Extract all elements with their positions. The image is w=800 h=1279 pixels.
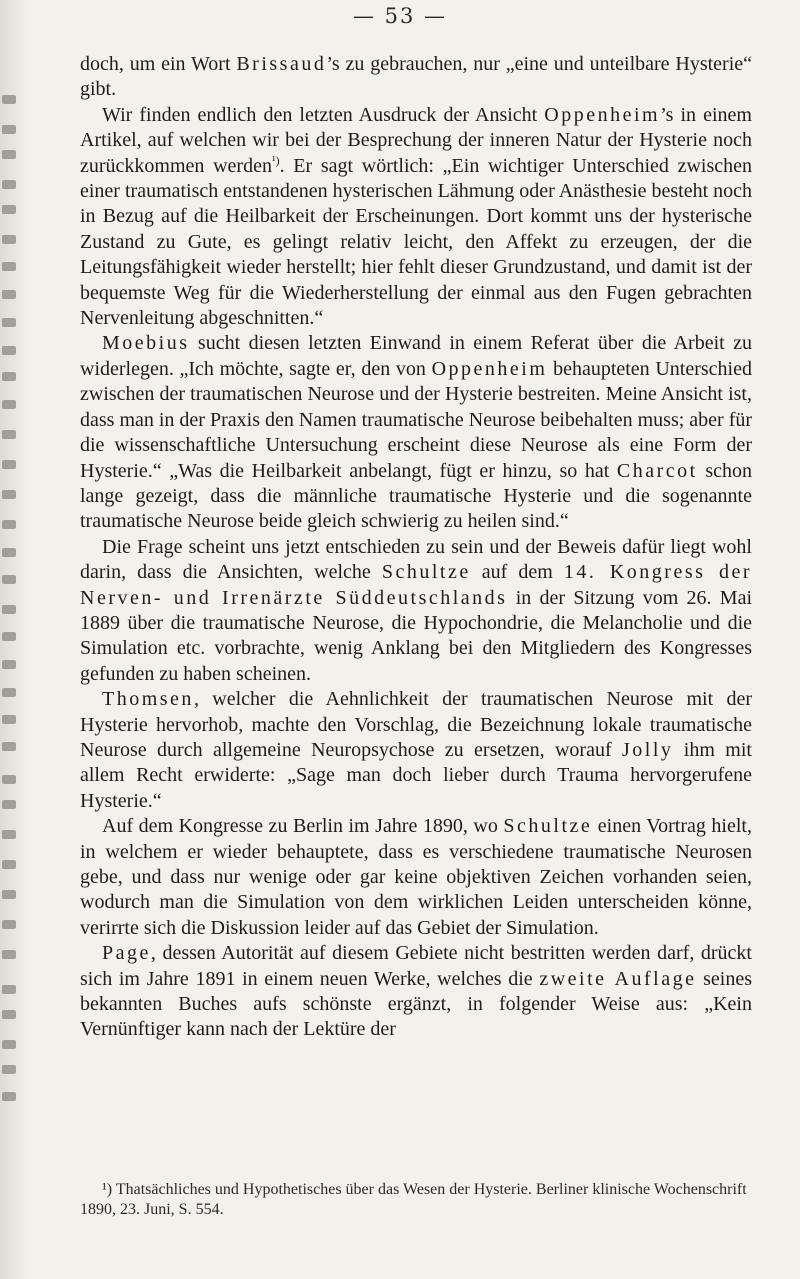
- paragraph-2: Wir finden endlich den letzten Ausdruck der Ansicht Oppenheim’s in einem Artikel, auf welchen wir bei der Besprechung der inneren Natur der Hysterie noch zurückkommen werden$^{^1)}$. Er sagt wörtlich: „Ein wichtiger Unterschied zwischen einer traumatisch entstandenen hysterischen Lähmung oder Anästhesie besteht noch in Bezug auf die Heilbarkeit der Erscheinungen. Dort kommt uns der hysterische Zustand zu Gute, es gelingt relativ leicht, den Affekt zu erzeugen, der die Leitungsfähigkeit wieder herstellt; hier fehlt dieser Grundzustand, und damit ist der bequemste Weg für die Wiederherstellung der einmal aus den Fugen gebrachten Nervenleitung abgeschnitten.“: [80, 103, 753, 330]
- person-name: Jolly: [622, 738, 674, 761]
- person-name: Page: [102, 942, 151, 965]
- person-name: Charcot: [616, 459, 698, 482]
- person-name: Oppenheim: [431, 357, 548, 380]
- paragraph-4: Die Frage scheint uns jetzt entschieden zu sein und der Beweis dafür liegt wohl darin, dass die Ansichten, welche Schultze auf dem 14. Kongress der Nerven- und Irrenärzte Süddeutschlands in der Sitzung vom 26. Mai 1889 über die traumatische Neurose, die Hypochondrie, die Melancholie und die Simulation etc. vorbrachte, wenig Anklang bei den Mitgliedern des Kongresses gefunden zu haben scheinen.: [80, 535, 753, 685]
- footnote-reference: ¹): [271, 152, 280, 167]
- paragraph-7: Page, dessen Autorität auf diesem Gebiete nicht bestritten werden darf, drückt sich im Jahre 1891 in einem neuen Werke, welches die zweite Auflage seines bekannten Buches aufs schönste ergänzt, in folgender Weise aus: „Kein Vernünftiger kann nach der Lektüre der: [80, 942, 753, 1041]
- paragraph-5: Thomsen, welcher die Aehnlichkeit der traumatischen Neurose mit der Hysterie hervorhob, machte den Vorschlag, die Bezeichnung lokale traumatische Neurose durch allgemeine Neuropsychose zu ersetzen, worauf Jolly ihm mit allem Recht erwiderte: „Sage man doch lieber durch Trauma hervorgerufene Hysterie.“: [80, 688, 752, 812]
- person-name: Thomsen: [102, 688, 194, 711]
- paragraph-1: doch, um ein Wort Brissaud’s zu gebrauchen, nur „eine und unteilbare Hysterie“ gibt.: [80, 53, 753, 101]
- body-text: [80, 52, 752, 1043]
- person-name: Moebius: [102, 332, 190, 355]
- person-name: Brissaud: [236, 53, 327, 75]
- paragraph-3: Moebius sucht diesen letzten Einwand in einem Referat über die Arbeit zu widerlegen. „Ich möchte, sagte er, den von Oppenheim behaupteten Unterschied zwischen der traumatischen Neurose und der Hysterie bestreiten. Meine Ansicht ist, dass man in der Praxis den Namen traumatische Neurose beibehalten muss; aber für die wissenschaftliche Untersuchung erscheint diese Neurose als eine Form der Hysterie.“ „Was die Heilbarkeit anbelangt, fügt er hinzu, so hat Charcot schon lange gezeigt, dass die männliche traumatische Hysterie und die sogenannte traumatische Neurose beide gleich schwierig zu heilen sind.“: [80, 332, 753, 533]
- page-number: — 53 —: [352, 4, 448, 28]
- footnote: [80, 1180, 752, 1220]
- person-name: Schultze: [503, 815, 593, 838]
- congress-name: 14. Kongress der Nerven- und Irrenärzte Süddeutschlands: [80, 561, 752, 609]
- footnote-text: ¹) Thatsächliches und Hypothetisches über das Wesen der Hysterie. Berliner klinische Wochenschrift 1890, 23. Juni, S. 554.: [80, 1181, 747, 1218]
- paragraph-6: Auf dem Kongresse zu Berlin im Jahre 1890, wo Schultze einen Vortrag hielt, in welchem er wieder behauptete, dass es verschiedene traumatische Neurosen gebe, und dass nur wenige oder gar keine objektiven Zeichen vorhanden seien, wodurch man die Simulation von dem wirklichen Leiden unterscheiden könne, verirrte sich die Diskussion leider auf das Gebiet der Simulation.: [80, 815, 752, 939]
- person-name: Schultze: [381, 561, 471, 584]
- person-name: Oppenheim: [544, 103, 661, 126]
- emphasis: zweite Auflage: [539, 967, 697, 990]
- facing-page-gutter: [0, 0, 30, 1279]
